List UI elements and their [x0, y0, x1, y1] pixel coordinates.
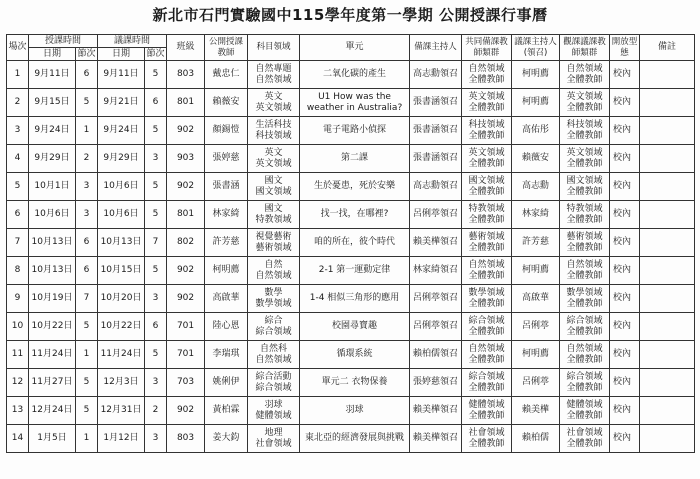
cell-notes [640, 89, 695, 117]
cell-session: 5 [7, 173, 29, 201]
schedule-table [6, 34, 695, 453]
cell-observe-period: 5 [145, 117, 167, 145]
cell-observe-date: 10月20日 [98, 285, 145, 313]
cell-unit: 第二課 [300, 145, 410, 173]
cell-notes [640, 369, 695, 397]
cell-teacher: 姜大鈞 [205, 425, 248, 453]
cell-observers: 特教領域 全體教師 [560, 201, 610, 229]
cell-observe-date: 10月6日 [98, 201, 145, 229]
cell-host: 張書涵領召 [410, 89, 462, 117]
cell-teach-period: 5 [76, 89, 98, 117]
cell-class: 903 [167, 145, 205, 173]
cell-class: 902 [167, 257, 205, 285]
cell-observe-period: 7 [145, 229, 167, 257]
table-row [7, 257, 695, 285]
cell-teach-period: 5 [76, 313, 98, 341]
cell-observe-date: 9月29日 [98, 145, 145, 173]
page-title: 新北市石門實驗國中115學年度第一學期 公開授課行事曆 [152, 6, 548, 24]
cell-observe-host: 賴薇安 [512, 145, 560, 173]
header-host: 備課主持人 [410, 35, 462, 61]
cell-teach-period: 5 [76, 397, 98, 425]
cell-teach-date: 9月29日 [29, 145, 76, 173]
cell-subject: 國文 特教領域 [248, 201, 300, 229]
cell-class: 803 [167, 425, 205, 453]
cell-teacher: 顏錫愷 [205, 117, 248, 145]
cell-subject: 英文 英文領域 [248, 89, 300, 117]
cell-teach-date: 11月24日 [29, 341, 76, 369]
cell-session: 13 [7, 397, 29, 425]
table-row [7, 313, 695, 341]
cell-observe-date: 10月15日 [98, 257, 145, 285]
cell-subject: 生活科技 科技領域 [248, 117, 300, 145]
cell-teach-date: 9月24日 [29, 117, 76, 145]
cell-observe-host: 賴柏儒 [512, 425, 560, 453]
cell-unit: 羽球 [300, 397, 410, 425]
table-row [7, 201, 695, 229]
cell-teach-period: 6 [76, 61, 98, 89]
cell-observe-host: 高佑彤 [512, 117, 560, 145]
cell-teach-date: 10月13日 [29, 257, 76, 285]
cell-observe-period: 3 [145, 425, 167, 453]
cell-unit: 咱的所在，彼个時代 [300, 229, 410, 257]
cell-observe-period: 6 [145, 89, 167, 117]
cell-co-prep: 健體領域 全體教師 [462, 397, 512, 425]
header-observe-period: 節次 [146, 48, 165, 59]
header-subject: 科目領域 [248, 35, 300, 61]
cell-observe-host: 高志勳 [512, 173, 560, 201]
cell-observe-date: 1月12日 [98, 425, 145, 453]
header-notes: 備註 [640, 35, 695, 61]
header-teach-date: 日期 [29, 48, 76, 61]
cell-session: 7 [7, 229, 29, 257]
cell-class: 703 [167, 369, 205, 397]
cell-notes [640, 313, 695, 341]
cell-teach-date: 10月1日 [29, 173, 76, 201]
cell-teacher: 李瑞琪 [205, 341, 248, 369]
cell-teach-date: 10月22日 [29, 313, 76, 341]
cell-unit: 校園尋寶趣 [300, 313, 410, 341]
cell-subject: 視覺藝術 藝術領域 [248, 229, 300, 257]
cell-open: 校內 [610, 201, 640, 229]
cell-co-prep: 數學領域 全體教師 [462, 285, 512, 313]
table-row [7, 61, 695, 89]
cell-observe-period: 5 [145, 201, 167, 229]
cell-teach-date: 9月11日 [29, 61, 76, 89]
cell-session: 11 [7, 341, 29, 369]
cell-class: 902 [167, 117, 205, 145]
cell-class: 801 [167, 89, 205, 117]
cell-host: 張婷慈領召 [410, 369, 462, 397]
cell-teach-date: 9月15日 [29, 89, 76, 117]
header-unit: 單元 [300, 35, 410, 61]
header-class: 班級 [167, 35, 205, 61]
cell-teacher: 賴薇安 [205, 89, 248, 117]
cell-notes [640, 229, 695, 257]
cell-subject: 自然 自然領域 [248, 257, 300, 285]
cell-observe-host: 高啟華 [512, 285, 560, 313]
cell-observers: 藝術領域 全體教師 [560, 229, 610, 257]
cell-co-prep: 綜合領域 全體教師 [462, 313, 512, 341]
cell-observe-host: 柯明薦 [512, 341, 560, 369]
cell-observe-date: 11月24日 [98, 341, 145, 369]
cell-observers: 社會領域 全體教師 [560, 425, 610, 453]
cell-notes [640, 425, 695, 453]
cell-subject: 數學 數學領域 [248, 285, 300, 313]
cell-co-prep: 自然領域 全體教師 [462, 257, 512, 285]
table-row [7, 89, 695, 117]
cell-observe-period: 5 [145, 173, 167, 201]
cell-observe-host: 賴美樺 [512, 397, 560, 425]
cell-open: 校內 [610, 145, 640, 173]
cell-observe-date: 12月3日 [98, 369, 145, 397]
cell-co-prep: 藝術領域 全體教師 [462, 229, 512, 257]
cell-class: 902 [167, 285, 205, 313]
cell-observe-period: 3 [145, 145, 167, 173]
cell-session: 9 [7, 285, 29, 313]
cell-co-prep: 社會領域 全體教師 [462, 425, 512, 453]
cell-open: 校內 [610, 341, 640, 369]
cell-unit: 生於憂患，死於安樂 [300, 173, 410, 201]
cell-observers: 科技領域 全體教師 [560, 117, 610, 145]
cell-teach-date: 11月27日 [29, 369, 76, 397]
cell-notes [640, 341, 695, 369]
cell-observe-period: 5 [145, 257, 167, 285]
cell-co-prep: 綜合領域 全體教師 [462, 369, 512, 397]
cell-teacher: 陸心恩 [205, 313, 248, 341]
cell-observers: 國文領域 全體教師 [560, 173, 610, 201]
header-observers: 觀課議課教師類群 [560, 35, 610, 61]
header-co-prep: 共同備課教師類群 [462, 35, 512, 61]
cell-observe-period: 3 [145, 369, 167, 397]
cell-class: 902 [167, 397, 205, 425]
cell-teach-date: 10月6日 [29, 201, 76, 229]
cell-observe-date: 12月31日 [98, 397, 145, 425]
cell-teach-date: 10月19日 [29, 285, 76, 313]
cell-observe-date: 10月13日 [98, 229, 145, 257]
cell-unit: 找一找，在哪裡? [300, 201, 410, 229]
cell-observe-host: 柯明薦 [512, 89, 560, 117]
cell-open: 校內 [610, 397, 640, 425]
cell-observe-period: 5 [145, 341, 167, 369]
cell-host: 林家綺領召 [410, 257, 462, 285]
table-row [7, 229, 695, 257]
cell-co-prep: 自然領域 全體教師 [462, 61, 512, 89]
cell-class: 902 [167, 173, 205, 201]
table-row [7, 285, 695, 313]
cell-host: 高志勳領召 [410, 61, 462, 89]
cell-unit: 電子電路小偵探 [300, 117, 410, 145]
cell-unit: 1-4 相似三角形的應用 [300, 285, 410, 313]
cell-subject: 地理 社會領域 [248, 425, 300, 453]
table-row [7, 117, 695, 145]
cell-open: 校內 [610, 313, 640, 341]
header-teach-time: 授課時間 [29, 35, 98, 48]
cell-notes [640, 201, 695, 229]
cell-teach-period: 6 [76, 229, 98, 257]
cell-subject: 英文 英文領域 [248, 145, 300, 173]
cell-notes [640, 257, 695, 285]
cell-host: 賴美樺領召 [410, 397, 462, 425]
header-session: 場次 [7, 35, 29, 61]
table-row [7, 341, 695, 369]
cell-class: 803 [167, 61, 205, 89]
cell-observers: 數學領域 全體教師 [560, 285, 610, 313]
cell-teacher: 柯明薦 [205, 257, 248, 285]
cell-class: 701 [167, 313, 205, 341]
cell-observe-host: 柯明薦 [512, 257, 560, 285]
header-teach-period: 節次 [77, 48, 96, 59]
cell-observe-date: 9月11日 [98, 61, 145, 89]
cell-observers: 英文領域 全體教師 [560, 89, 610, 117]
cell-class: 701 [167, 341, 205, 369]
cell-observe-date: 9月21日 [98, 89, 145, 117]
cell-teach-date: 1月5日 [29, 425, 76, 453]
cell-session: 12 [7, 369, 29, 397]
cell-teach-period: 3 [76, 201, 98, 229]
cell-teach-period: 1 [76, 341, 98, 369]
cell-teach-period: 3 [76, 173, 98, 201]
cell-co-prep: 英文領域 全體教師 [462, 89, 512, 117]
cell-observers: 健體領域 全體教師 [560, 397, 610, 425]
cell-session: 10 [7, 313, 29, 341]
cell-host: 賴美樺領召 [410, 229, 462, 257]
cell-notes [640, 145, 695, 173]
cell-unit: 二氧化碳的產生 [300, 61, 410, 89]
cell-notes [640, 117, 695, 145]
cell-session: 1 [7, 61, 29, 89]
cell-teacher: 黃柏霖 [205, 397, 248, 425]
header-observe-time: 議課時間 [98, 35, 167, 48]
cell-co-prep: 國文領域 全體教師 [462, 173, 512, 201]
cell-subject: 國文 國文領域 [248, 173, 300, 201]
cell-teach-period: 1 [76, 425, 98, 453]
cell-session: 3 [7, 117, 29, 145]
cell-co-prep: 自然領域 全體教師 [462, 341, 512, 369]
cell-open: 校內 [610, 425, 640, 453]
cell-observe-date: 9月24日 [98, 117, 145, 145]
cell-session: 2 [7, 89, 29, 117]
cell-host: 高志勳領召 [410, 173, 462, 201]
cell-host: 呂俐葶領召 [410, 201, 462, 229]
cell-observe-host: 林家綺 [512, 201, 560, 229]
cell-observers: 自然領域 全體教師 [560, 257, 610, 285]
cell-teach-period: 5 [76, 369, 98, 397]
cell-notes [640, 61, 695, 89]
cell-open: 校內 [610, 257, 640, 285]
cell-host: 賴柏儒領召 [410, 341, 462, 369]
cell-unit: U1 How was the weather in Australia? [300, 89, 410, 117]
table-row [7, 145, 695, 173]
table-row [7, 369, 695, 397]
cell-session: 14 [7, 425, 29, 453]
cell-teach-period: 1 [76, 117, 98, 145]
cell-open: 校內 [610, 61, 640, 89]
header-open: 開放型態 [610, 35, 640, 61]
cell-session: 8 [7, 257, 29, 285]
header-teacher: 公開授課教師 [205, 35, 248, 61]
cell-observe-period: 2 [145, 397, 167, 425]
cell-session: 6 [7, 201, 29, 229]
cell-notes [640, 285, 695, 313]
cell-teacher: 林家綺 [205, 201, 248, 229]
cell-class: 801 [167, 201, 205, 229]
cell-unit: 東北亞的經濟發展與挑戰 [300, 425, 410, 453]
cell-observers: 綜合領域 全體教師 [560, 313, 610, 341]
cell-subject: 自然科 自然領域 [248, 341, 300, 369]
header-observe-date: 日期 [98, 48, 145, 61]
cell-host: 呂俐葶領召 [410, 313, 462, 341]
cell-notes [640, 397, 695, 425]
cell-observers: 自然領域 全體教師 [560, 61, 610, 89]
table-row [7, 425, 695, 453]
cell-session: 4 [7, 145, 29, 173]
cell-open: 校內 [610, 369, 640, 397]
cell-co-prep: 英文領域 全體教師 [462, 145, 512, 173]
cell-open: 校內 [610, 117, 640, 145]
cell-observe-host: 許芳慈 [512, 229, 560, 257]
table-row [7, 397, 695, 425]
cell-teach-period: 6 [76, 257, 98, 285]
cell-observers: 英文領域 全體教師 [560, 145, 610, 173]
cell-teach-date: 12月24日 [29, 397, 76, 425]
cell-teacher: 張書涵 [205, 173, 248, 201]
cell-observe-host: 呂俐葶 [512, 369, 560, 397]
cell-observers: 綜合領域 全體教師 [560, 369, 610, 397]
cell-open: 校內 [610, 89, 640, 117]
cell-host: 賴美樺領召 [410, 425, 462, 453]
cell-teacher: 戴忠仁 [205, 61, 248, 89]
cell-teacher: 張婷慈 [205, 145, 248, 173]
cell-subject: 綜合 綜合領域 [248, 313, 300, 341]
cell-class: 802 [167, 229, 205, 257]
cell-teacher: 姚俐伊 [205, 369, 248, 397]
cell-subject: 自然專題 自然領域 [248, 61, 300, 89]
cell-subject: 羽球 健體領域 [248, 397, 300, 425]
cell-observers: 自然領域 全體教師 [560, 341, 610, 369]
cell-teach-period: 2 [76, 145, 98, 173]
cell-unit: 單元二 衣物保養 [300, 369, 410, 397]
cell-open: 校內 [610, 173, 640, 201]
cell-host: 張書涵領召 [410, 117, 462, 145]
header-observe-host: 議課主持人(領召) [512, 35, 560, 61]
cell-observe-host: 呂俐葶 [512, 313, 560, 341]
cell-subject: 綜合活動 綜合領域 [248, 369, 300, 397]
cell-notes [640, 173, 695, 201]
cell-open: 校內 [610, 285, 640, 313]
cell-unit: 2-1 第一運動定律 [300, 257, 410, 285]
cell-host: 呂俐葶領召 [410, 285, 462, 313]
cell-observe-period: 6 [145, 313, 167, 341]
cell-observe-date: 10月6日 [98, 173, 145, 201]
table-row [7, 173, 695, 201]
cell-open: 校內 [610, 229, 640, 257]
cell-co-prep: 特教領域 全體教師 [462, 201, 512, 229]
cell-teacher: 高啟華 [205, 285, 248, 313]
cell-unit: 循環系統 [300, 341, 410, 369]
cell-observe-period: 5 [145, 61, 167, 89]
cell-teach-date: 10月13日 [29, 229, 76, 257]
cell-host: 張書涵領召 [410, 145, 462, 173]
cell-observe-period: 3 [145, 285, 167, 313]
table-body [7, 61, 695, 453]
cell-teacher: 許芳慈 [205, 229, 248, 257]
cell-teach-period: 7 [76, 285, 98, 313]
cell-observe-date: 10月22日 [98, 313, 145, 341]
cell-co-prep: 科技領域 全體教師 [462, 117, 512, 145]
cell-observe-host: 柯明薦 [512, 61, 560, 89]
